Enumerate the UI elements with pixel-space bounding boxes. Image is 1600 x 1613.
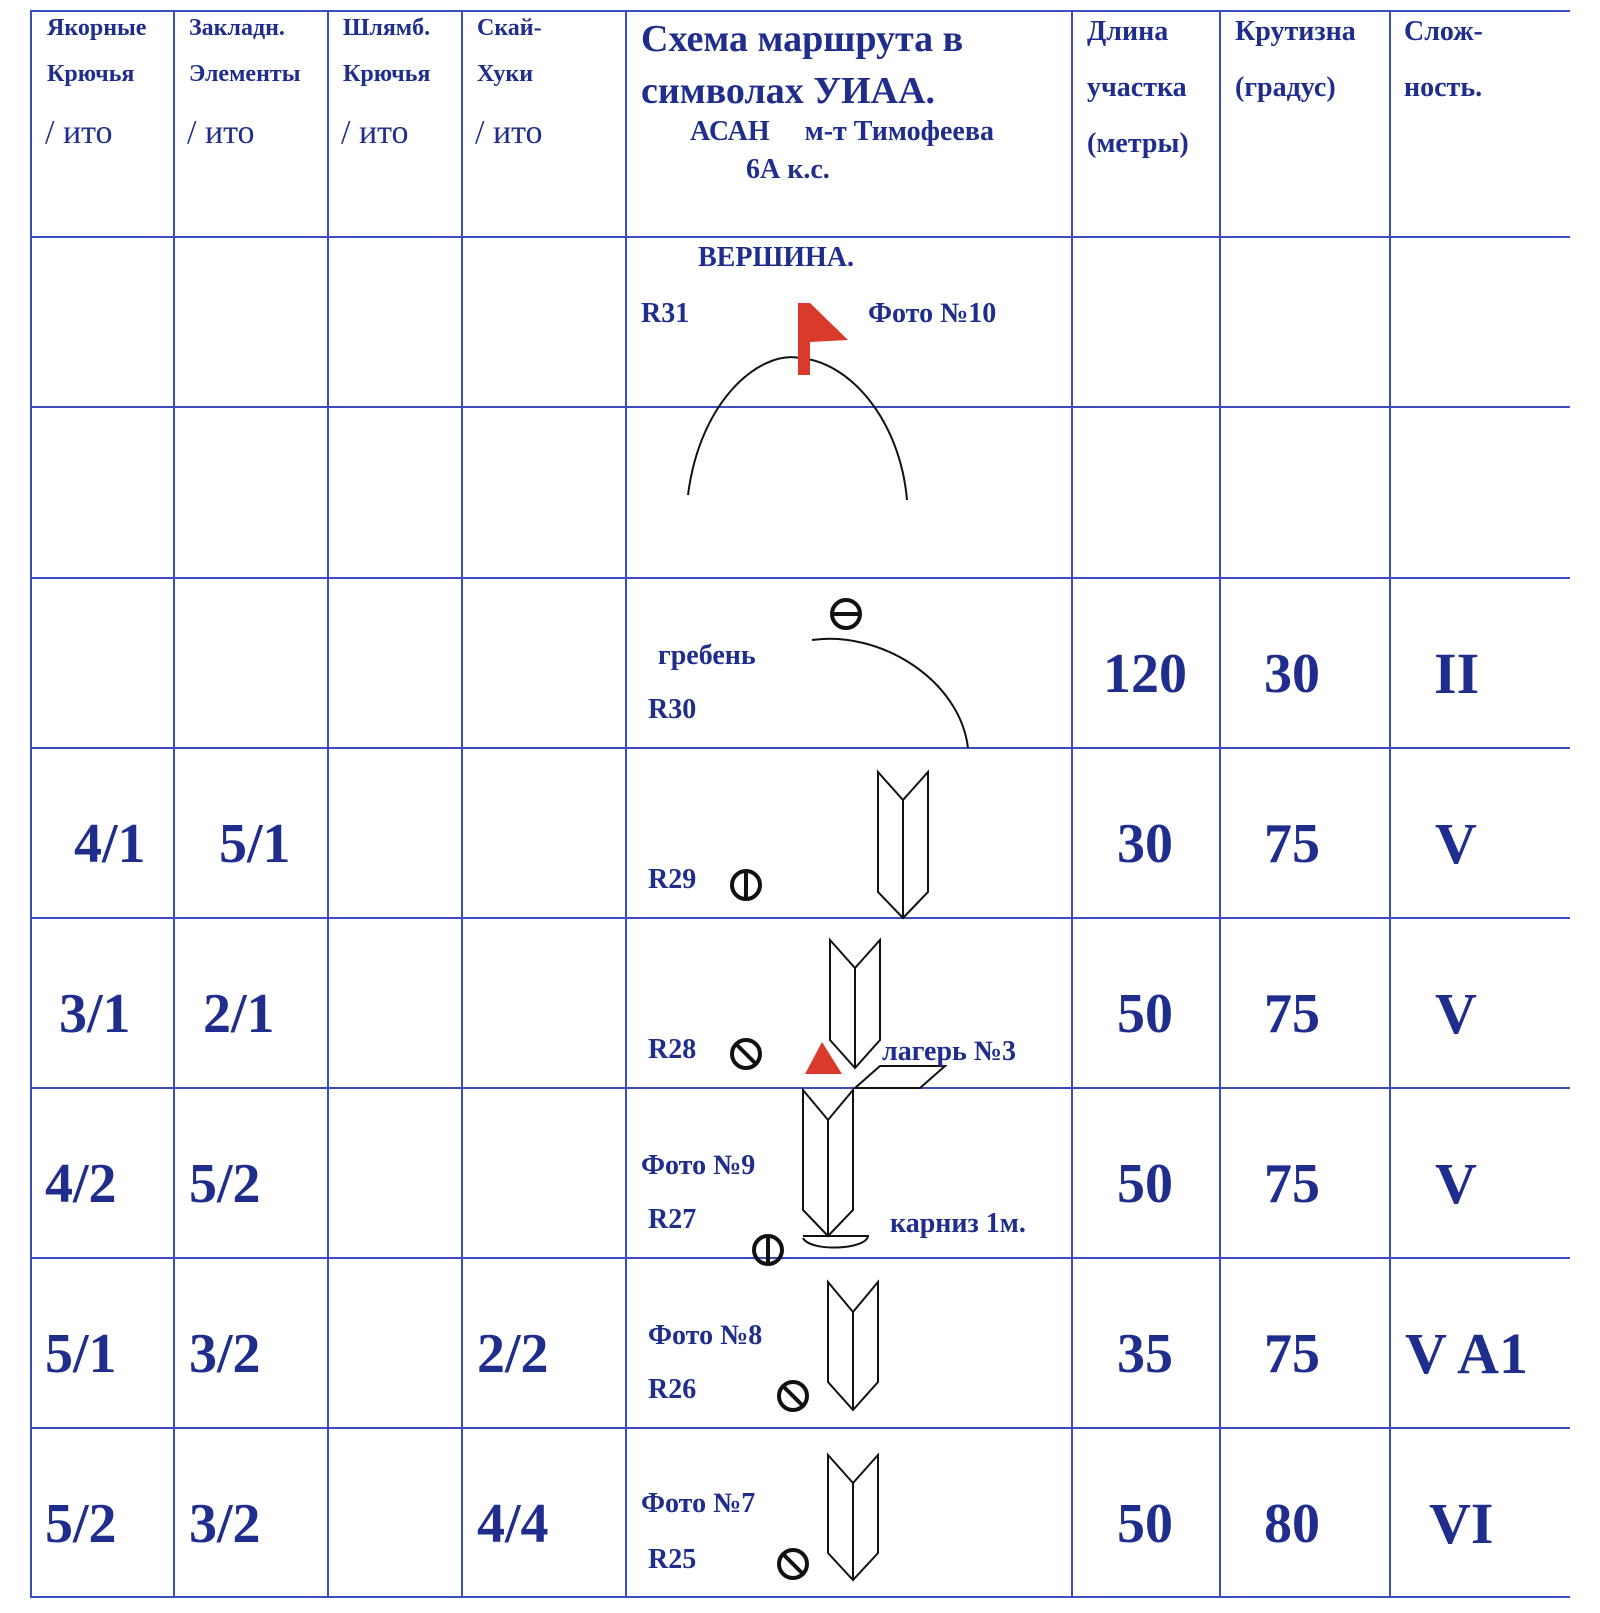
- row-r25-angle: 80: [1264, 1493, 1320, 1555]
- summit-label: ВЕРШИНА.: [698, 242, 854, 273]
- header-angle-line2: (градус): [1235, 72, 1336, 103]
- row-r29-grade: V: [1435, 811, 1477, 876]
- row-r27-length: 50: [1117, 1153, 1173, 1215]
- pitch-label-r29: R29: [648, 864, 697, 895]
- arrow-r25: [828, 1455, 878, 1580]
- cornice-shape: [803, 1236, 868, 1248]
- pitch-label-r26: R26: [648, 1374, 697, 1405]
- row-r25-anchor: 5/2: [45, 1493, 117, 1555]
- scheme-subtitle-line2: 6А к.с.: [746, 154, 830, 185]
- row-r28-nuts: 2/1: [203, 983, 275, 1045]
- row-r28-anchor: 3/1: [59, 983, 131, 1045]
- row-r30-grade: II: [1434, 641, 1480, 706]
- arrow-r27: [803, 1090, 853, 1236]
- pitch-label-r25: R25: [648, 1544, 697, 1575]
- traverse-arrow: [855, 1066, 945, 1088]
- photo-label-10: Фото №10: [868, 298, 997, 329]
- photo-label-8: Фото №8: [648, 1320, 763, 1351]
- ridge-arc: [812, 639, 968, 748]
- row-r26-anchor: 5/1: [45, 1323, 117, 1385]
- piton-icon-r25: [779, 1550, 807, 1578]
- row-r26-grade: V A1: [1405, 1321, 1529, 1386]
- summit-arc: [688, 357, 907, 500]
- header-nuts-ito: / ито: [187, 114, 255, 151]
- header-angle-line1: Крутизна: [1235, 16, 1356, 47]
- header-bolts-ito: / ито: [341, 114, 409, 151]
- row-r29-nuts: 5/1: [219, 813, 291, 875]
- row-r26-length: 35: [1117, 1323, 1173, 1385]
- header-nuts-line1: Закладн.: [189, 15, 285, 41]
- header-anchor-ito: / ито: [45, 114, 113, 151]
- scheme-title-line2: символах УИАА.: [641, 70, 936, 112]
- ridge-label: гребень: [658, 640, 756, 671]
- piton-icon-r27: [754, 1236, 782, 1264]
- route-scheme-drawing: [688, 357, 968, 1580]
- photo-label-7: Фото №7: [641, 1488, 756, 1519]
- row-r25-grade: VI: [1429, 1491, 1494, 1556]
- header-grade-line1: Слож-: [1404, 16, 1483, 47]
- header-length-line3: (метры): [1087, 128, 1189, 159]
- row-r26-angle: 75: [1264, 1323, 1320, 1385]
- piton-icon-r29: [732, 871, 760, 899]
- row-r29-length: 30: [1117, 813, 1173, 875]
- piton-icon-r30: [832, 600, 860, 628]
- scheme-title-line1: Схема маршрута в: [641, 18, 964, 60]
- header-anchor-line2: Крючья: [47, 61, 135, 87]
- row-r30-length: 120: [1103, 643, 1187, 705]
- row-r25-sky: 4/4: [477, 1493, 549, 1555]
- row-r27-angle: 75: [1264, 1153, 1320, 1215]
- photo-label-9: Фото №9: [641, 1150, 756, 1181]
- header-bolts-line2: Крючья: [343, 61, 431, 87]
- header-sky-line1: Скай-: [477, 15, 542, 41]
- pitch-label-r31: R31: [641, 298, 690, 329]
- row-r27-nuts: 5/2: [189, 1153, 261, 1215]
- row-r28-angle: 75: [1264, 983, 1320, 1045]
- camp-label: лагерь №3: [882, 1036, 1016, 1067]
- header-sky-line2: Хуки: [477, 61, 534, 87]
- pitch-label-r28: R28: [648, 1034, 697, 1065]
- row-r26-nuts: 3/2: [189, 1323, 261, 1385]
- pitch-label-r27: R27: [648, 1204, 697, 1235]
- row-r29-anchor: 4/1: [74, 813, 146, 875]
- header-grade-line2: ность.: [1404, 72, 1483, 103]
- row-r30-angle: 30: [1264, 643, 1320, 705]
- scheme-subtitle-line1: АСАН м-т Тимофеева: [690, 116, 994, 147]
- cornice-label: карниз 1м.: [890, 1208, 1026, 1239]
- row-r25-length: 50: [1117, 1493, 1173, 1555]
- header-nuts-line2: Элементы: [189, 61, 301, 87]
- row-r26-sky: 2/2: [477, 1323, 549, 1385]
- arrow-r26: [828, 1282, 878, 1410]
- header-length-line2: участка: [1087, 72, 1187, 103]
- row-r29-angle: 75: [1264, 813, 1320, 875]
- row-r25-nuts: 3/2: [189, 1493, 261, 1555]
- piton-icon-r26: [779, 1382, 807, 1410]
- header-length-line1: Длина: [1087, 16, 1169, 47]
- pitch-label-r30: R30: [648, 694, 697, 725]
- header-anchor-line1: Якорные: [47, 15, 147, 41]
- row-r27-grade: V: [1435, 1151, 1477, 1216]
- row-r28-length: 50: [1117, 983, 1173, 1045]
- piton-icon-r28: [732, 1040, 760, 1068]
- header-bolts-line1: Шлямб.: [343, 15, 431, 41]
- header-sky-ito: / ито: [475, 114, 543, 151]
- row-r28-grade: V: [1435, 981, 1477, 1046]
- row-r27-anchor: 4/2: [45, 1153, 117, 1215]
- arrow-r29: [878, 772, 928, 918]
- arrow-r28: [830, 940, 880, 1068]
